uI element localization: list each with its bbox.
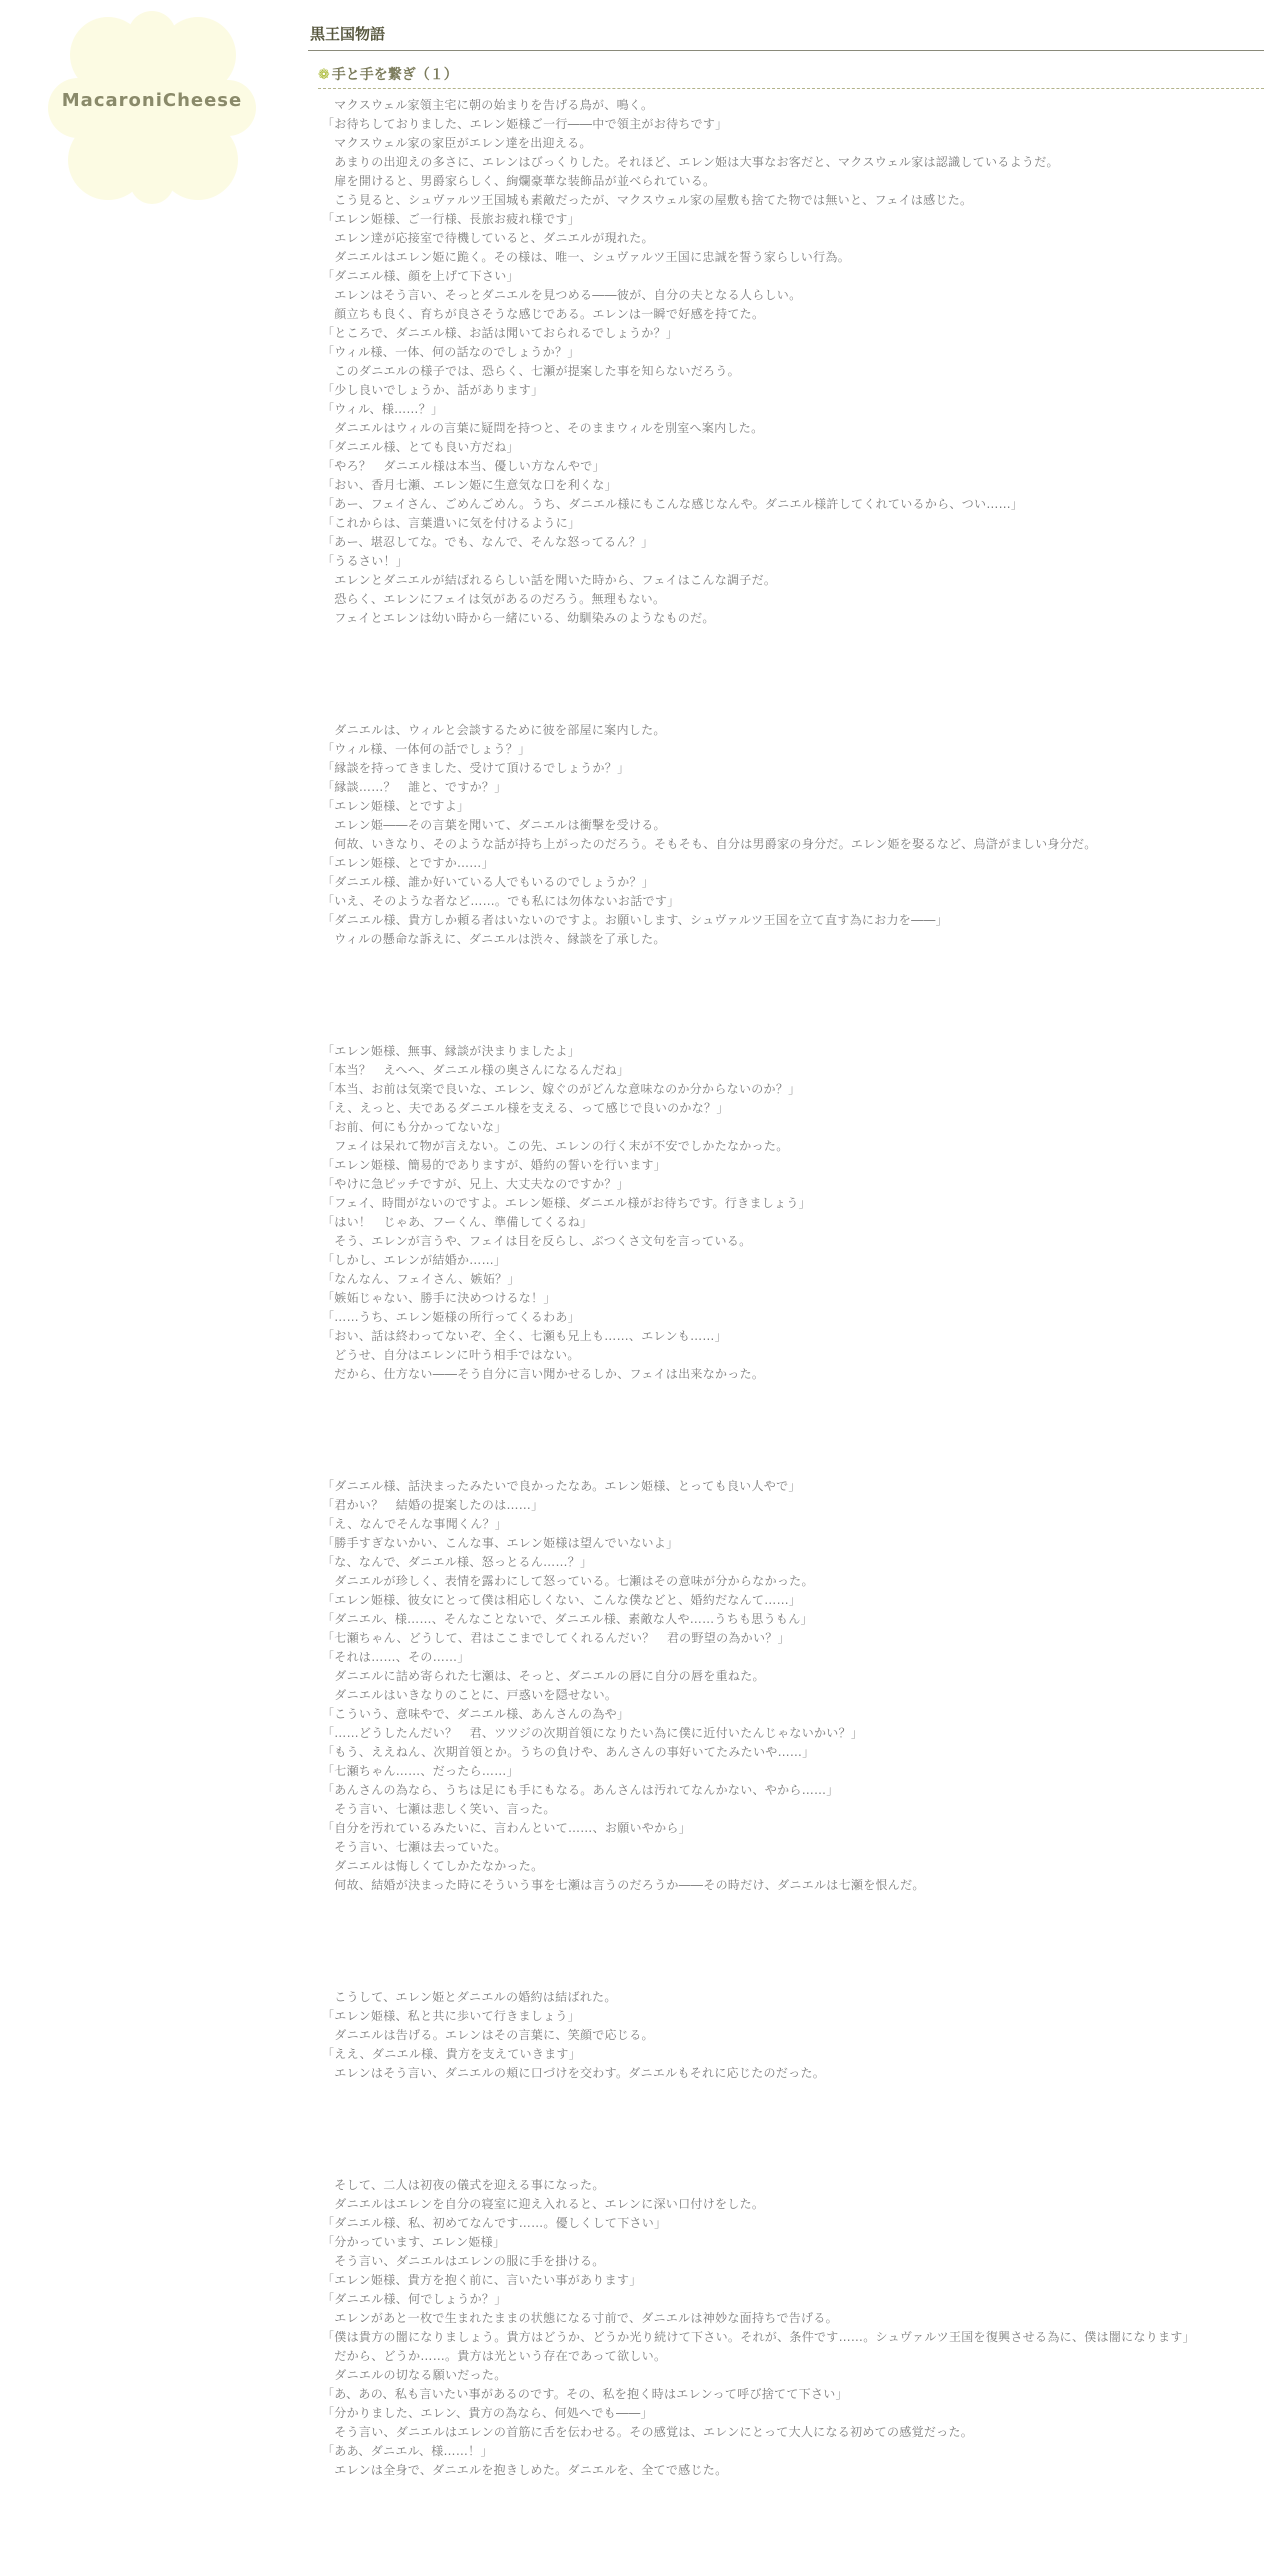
- story-line: 「ダニエル様、何でしょうか？」: [322, 2292, 507, 2306]
- story-line: 「ダニエル様、誰か好いている人でもいるのでしょうか？」: [322, 875, 655, 889]
- chapter-title: [318, 65, 1264, 89]
- story-line: エレン姫――その言葉を聞いて、ダニエルは衝撃を受ける。: [322, 818, 666, 832]
- story-scene: [322, 1477, 1264, 1895]
- story-line: 「エレン姫様、ご一行様、長旅お疲れ様です」: [322, 212, 581, 226]
- site-logo[interactable]: [48, 10, 256, 205]
- story-line: 「エレン姫様、簡易的でありますが、婚約の誓いを行います」: [322, 1158, 667, 1172]
- story-line: そう言い、ダニエルはエレンの服に手を掛ける。: [322, 2254, 605, 2268]
- story-line: 「しかし、エレンが結婚か……」: [322, 1253, 507, 1267]
- story-line: そう言い、七瀬は悲しく笑い、言った。: [322, 1802, 556, 1816]
- main-content: [308, 22, 1264, 2480]
- story-line: 扉を開けると、男爵家らしく、絢爛豪華な装飾品が並べられている。: [322, 174, 716, 188]
- story-line: 「おい、話は終わってないぞ、全く、七瀬も兄上も……、エレンも……」: [322, 1329, 728, 1343]
- story-line: 「七瀬ちゃん……、だったら……」: [322, 1764, 519, 1778]
- story-line: 「勝手すぎないかい、こんな事、エレン姫様は望んでいないよ」: [322, 1536, 679, 1550]
- story-line: 「え、なんでそんな事聞くん？」: [322, 1517, 508, 1531]
- story-line: 「縁談……？ 誰と、ですか？」: [322, 780, 507, 794]
- story-line: 「それは……、その……」: [322, 1650, 470, 1664]
- story-line: 「お前、何にも分かってないな」: [322, 1120, 507, 1134]
- story-line: あまりの出迎えの多さに、エレンはびっくりした。それほど、エレン姫は大事なお客だと、マクスウェル家は認識しているようだ。: [322, 155, 1059, 169]
- story-line: 「エレン姫様、とですか……」: [322, 856, 494, 870]
- story-line: そう言い、ダニエルはエレンの首筋に舌を伝わせる。その感覚は、エレンにとって大人になる初めての感覚だった。: [322, 2425, 974, 2439]
- story-line: 「ダニエル様、貴方しか頼る者はいないのですよ。お願いします、シュヴァルツ王国を立て直す為にお力を――」: [322, 913, 948, 927]
- story-line: 「エレン姫様、無事、縁談が決まりましたよ」: [322, 1044, 581, 1058]
- story-scene: [322, 721, 1264, 949]
- story-line: 「ウィル様、一体何の話でしょう？」: [322, 742, 531, 756]
- story-line: 「いえ、そのような者など……。でも私には勿体ないお話です」: [322, 894, 680, 908]
- story-line: 何故、いきなり、そのような話が持ち上がったのだろう。そもそも、自分は男爵家の身分だ。エレン姫を娶るなど、烏滸がましい身分だ。: [322, 837, 1097, 851]
- chapter-title-text: 手と手を繋ぎ（１）: [331, 67, 458, 83]
- story-line: ダニエルは、ウィルと会談するために彼を部屋に案内した。: [322, 723, 666, 737]
- story-line: 「やろ？ ダニエル様は本当、優しい方なんやで」: [322, 459, 605, 473]
- story-line: 「あ、あの、私も言いたい事があるのです。その、私を抱く時はエレンって呼び捨てて下さい」: [322, 2387, 848, 2401]
- story-line: 「縁談を持ってきました、受けて頂けるでしょうか？」: [322, 761, 630, 775]
- story-line: そう、エレンが言うや、フェイは目を反らし、ぶつくさ文句を言っている。: [322, 1234, 752, 1248]
- story-body: [322, 96, 1264, 2480]
- story-line: フェイとエレンは幼い時から一緒にいる、幼馴染みのようなものだ。: [322, 611, 715, 625]
- story-line: ダニエルは悔しくてしかたなかった。: [322, 1859, 544, 1873]
- story-line: ダニエルはエレン姫に跪く。その様は、唯一、シュヴァルツ王国に忠誠を誓う家らしい行為。: [322, 250, 851, 264]
- story-line: 「はい！ じゃあ、フーくん、準備してくるね」: [322, 1215, 593, 1229]
- story-line: 「自分を汚れているみたいに、言わんといて……、お願いやから」: [322, 1821, 692, 1835]
- story-line: マクスウェル家領主宅に朝の始まりを告げる鳥が、鳴く。: [322, 98, 654, 112]
- story-line: 「……うち、エレン姫様の所行ってくるわあ」: [322, 1310, 581, 1324]
- story-line: 「エレン姫様、とですよ」: [322, 799, 470, 813]
- story-line: 恐らく、エレンにフェイは気があるのだろう。無理もない。: [322, 592, 666, 606]
- story-line: エレンはそう言い、ダニエルの頬に口づけを交わす。ダニエルもそれに応じたのだった。: [322, 2066, 826, 2080]
- story-line: 「エレン姫様、貴方を抱く前に、言いたい事があります」: [322, 2273, 642, 2287]
- story-line: ダニエルはいきなりのことに、戸惑いを隠せない。: [322, 1688, 618, 1702]
- story-line: 「……どうしたんだい？ 君、ツツジの次期首領になりたい為に僕に近付いたんじゃないかい？」: [322, 1726, 864, 1740]
- story-line: 「本当？ えへへ、ダニエル様の奥さんになるんだね」: [322, 1063, 630, 1077]
- story-line: だから、どうか……。貴方は光という存在であって欲しい。: [322, 2349, 667, 2363]
- site-title[interactable]: 黒王国物語: [308, 22, 1264, 51]
- story-line: 「これからは、言葉遣いに気を付けるように」: [322, 516, 581, 530]
- story-line: このダニエルの様子では、恐らく、七瀬が提案した事を知らないだろう。: [322, 364, 740, 378]
- story-line: こうして、エレン姫とダニエルの婚約は結ばれた。: [322, 1990, 617, 2004]
- story-line: ダニエルはウィルの言葉に疑問を持つと、そのままウィルを別室へ案内した。: [322, 421, 764, 435]
- story-line: 「あー、堪忍してな。でも、なんで、そんな怒ってるん？」: [322, 535, 654, 549]
- scene-break: [322, 949, 1264, 1042]
- story-line: エレンがあと一枚で生まれたままの状態になる寸前で、ダニエルは神妙な面持ちで告げる。: [322, 2311, 838, 2325]
- story-line: 「嫉妬じゃない、勝手に決めつけるな！」: [322, 1291, 556, 1305]
- story-line: 「な、なんで、ダニエル様、怒っとるん……？」: [322, 1555, 593, 1569]
- story-line: 「あー、フェイさん、ごめんごめん。うち、ダニエル様にもこんな感じなんや。ダニエル様許してくれているから、つい……」: [322, 497, 1024, 511]
- story-scene: [322, 1988, 1264, 2083]
- scene-break: [322, 628, 1264, 721]
- story-line: 「エレン姫様、私と共に歩いて行きましょう」: [322, 2009, 581, 2023]
- flower-bullet-icon: ❁: [318, 67, 330, 83]
- story-scene: [322, 2176, 1264, 2480]
- story-line: 顔立ちも良く、育ちが良さそうな感じである。エレンは一瞬で好感を持てた。: [322, 307, 765, 321]
- story-line: 「七瀬ちゃん、どうして、君はここまでしてくれるんだい？ 君の野望の為かい？」: [322, 1631, 790, 1645]
- story-line: 「少し良いでしょうか、話があります」: [322, 383, 544, 397]
- story-line: 「ダニエル様、話決まったみたいで良かったなあ。エレン姫様、とっても良い人やで」: [322, 1479, 801, 1493]
- story-line: 「ダニエル様、私、初めてなんです……。優しくして下さい」: [322, 2216, 667, 2230]
- story-line: エレンはそう言い、そっとダニエルを見つめる――彼が、自分の夫となる人らしい。: [322, 288, 802, 302]
- story-line: ダニエルに詰め寄られた七瀬は、そっと、ダニエルの唇に自分の唇を重ねた。: [322, 1669, 765, 1683]
- story-scene: [322, 1042, 1264, 1384]
- story-line: だから、仕方ない――そう自分に言い聞かせるしか、フェイは出来なかった。: [322, 1367, 765, 1381]
- story-line: 「ウィル、様……？」: [322, 402, 444, 416]
- story-line: 「ダニエル、様……、そんなことないで、ダニエル様、素敵な人や……うちも思うもん」: [322, 1612, 813, 1626]
- story-line: 「え、えっと、夫であるダニエル様を支える、って感じで良いのかな？」: [322, 1101, 729, 1115]
- story-line: 「ええ、ダニエル様、貴方を支えていきます」: [322, 2047, 582, 2061]
- story-line: 「僕は貴方の闇になりましょう。貴方はどうか、どうか光り続けて下さい。それが、条件です……。シュヴァルツ王国を復興させる為に、僕は闇になります」: [322, 2330, 1195, 2344]
- story-line: フェイは呆れて物が言えない。この先、エレンの行く末が不安でしかたなかった。: [322, 1139, 789, 1153]
- story-line: 「ああ、ダニエル、様……！」: [322, 2444, 493, 2458]
- story-line: そして、二人は初夜の儀式を迎える事になった。: [322, 2178, 605, 2192]
- story-line: 「フェイ、時間がないのですよ。エレン姫様、ダニエル様がお待ちです。行きましょう」: [322, 1196, 811, 1210]
- story-line: 「やけに急ピッチですが、兄上、大丈夫なのですか？」: [322, 1177, 630, 1191]
- story-line: 「なんなん、フェイさん、嫉妬？」: [322, 1272, 520, 1286]
- story-line: 「あんさんの為なら、うちは足にも手にもなる。あんさんは汚れてなんかない、やから……」: [322, 1783, 839, 1797]
- story-line: 「ダニエル様、とても良い方だね」: [322, 440, 519, 454]
- story-line: そう言い、七瀬は去っていた。: [322, 1840, 507, 1854]
- story-line: 「分かりました、エレン、貴方の為なら、何処へでも――」: [322, 2406, 653, 2420]
- story-line: ダニエルの切なる願いだった。: [322, 2368, 507, 2382]
- scene-break: [322, 1895, 1264, 1988]
- logo-text: MacaroniCheese: [61, 90, 243, 111]
- story-line: 「お待ちしておりました、エレン姫様ご一行――中で領主がお待ちです」: [322, 117, 728, 131]
- story-line: 「もう、ええねん、次期首領とか。うちの負けや、あんさんの事好いてたみたいや……」: [322, 1745, 815, 1759]
- scene-break: [322, 2083, 1264, 2176]
- story-line: どうせ、自分はエレンに叶う相手ではない。: [322, 1348, 580, 1362]
- scene-break: [322, 1384, 1264, 1477]
- story-line: エレン達が応接室で待機していると、ダニエルが現れた。: [322, 231, 654, 245]
- story-line: エレンは全身で、ダニエルを抱きしめた。ダニエルを、全てで感じた。: [322, 2463, 728, 2477]
- story-line: 「こういう、意味やで、ダニエル様、あんさんの為や」: [322, 1707, 630, 1721]
- story-line: ダニエルはエレンを自分の寝室に迎え入れると、エレンに深い口付けをした。: [322, 2197, 765, 2211]
- story-line: 「おい、香月七瀬、エレン姫に生意気な口を利くな」: [322, 478, 617, 492]
- story-line: ダニエルが珍しく、表情を露わにして怒っている。七瀬はその意味が分からなかった。: [322, 1574, 814, 1588]
- story-line: 「本当、お前は気楽で良いな、エレン、嫁ぐのがどんな意味なのか分からないのか？」: [322, 1082, 801, 1096]
- story-line: マクスウェル家の家臣がエレン達を出迎える。: [322, 136, 592, 150]
- story-line: 「君かい？ 結婚の提案したのは……」: [322, 1498, 544, 1512]
- story-line: 「ウィル様、一体、何の話なのでしょうか？」: [322, 345, 580, 359]
- story-line: 「分かっています、エレン姫様」: [322, 2235, 506, 2249]
- story-line: 「ところで、ダニエル様、お話は聞いておられるでしょうか？」: [322, 326, 679, 340]
- story-scene: [322, 96, 1264, 628]
- story-line: 「エレン姫様、彼女にとって僕は相応しくない、こんな僕などと、婚約だなんて……」: [322, 1593, 802, 1607]
- story-line: エレンとダニエルが結ばれるらしい話を聞いた時から、フェイはこんな調子だ。: [322, 573, 777, 587]
- story-line: ウィルの懸命な訴えに、ダニエルは渋々、縁談を了承した。: [322, 932, 666, 946]
- story-line: 「ダニエル様、顔を上げて下さい」: [322, 269, 519, 283]
- story-line: こう見ると、シュヴァルツ王国城も素敵だったが、マクスウェル家の屋敷も捨てた物では無いと、フェイは感じた。: [322, 193, 973, 207]
- story-line: ダニエルは告げる。エレンはその言葉に、笑顔で応じる。: [322, 2028, 654, 2042]
- story-line: 何故、結婚が決まった時にそういう事を七瀬は言うのだろうか――その時だけ、ダニエルは七瀬を恨んだ。: [322, 1878, 925, 1892]
- story-line: 「うるさい！」: [322, 554, 409, 568]
